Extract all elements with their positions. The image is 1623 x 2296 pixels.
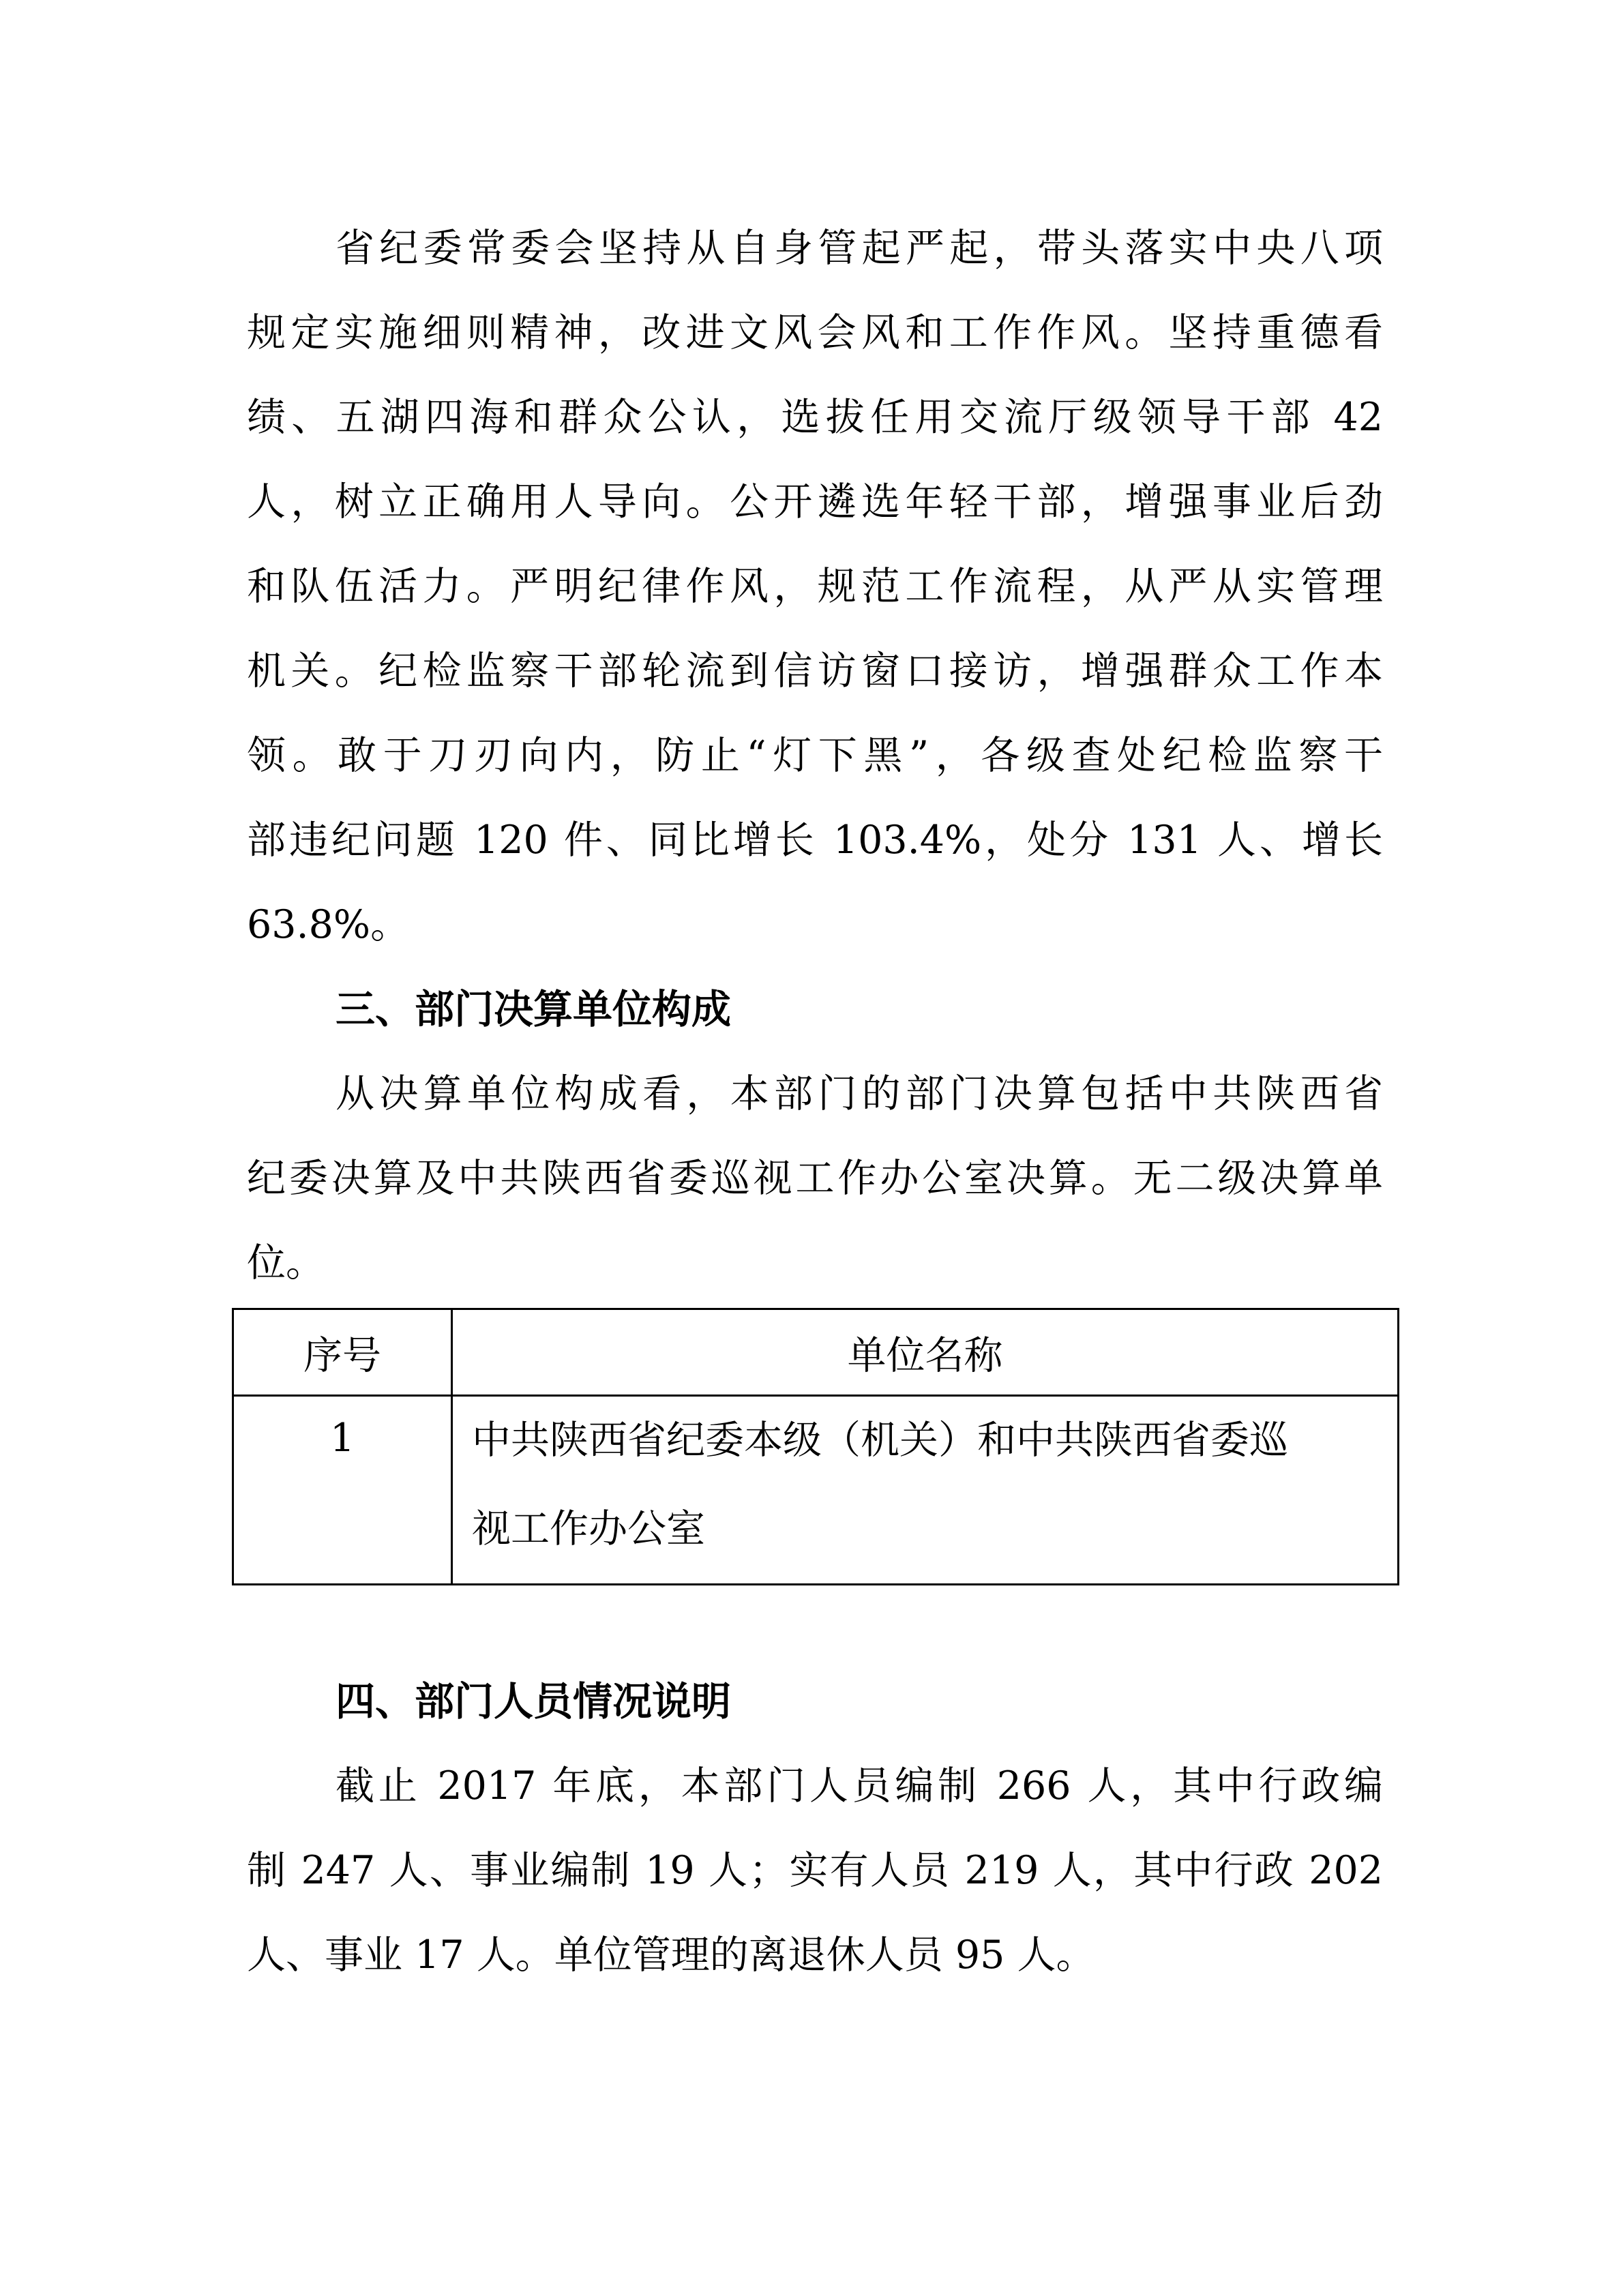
section-heading-personnel: 四、部门人员情况说明 <box>336 1678 732 1725</box>
header-seq: 序号 <box>233 1309 452 1396</box>
paragraph-line: 省纪委常委会坚持从自身管起严起，带头落实中央八项 <box>336 226 1383 271</box>
table-row <box>233 1396 1399 1585</box>
paragraph-line: 人、事业 17 人。单位管理的离退休人员 95 人。 <box>247 1933 1095 1978</box>
paragraph-line: 截止 2017 年底，本部门人员编制 266 人，其中行政编 <box>336 1763 1383 1808</box>
paragraph-line: 制 247 人、事业编制 19 人；实有人员 219 人，其中行政 202 <box>247 1848 1383 1893</box>
paragraph-line: 位。 <box>247 1240 325 1285</box>
paragraph-line: 纪委决算及中共陕西省委巡视工作办公室决算。无二级决算单 <box>247 1156 1383 1201</box>
paragraph-line: 规定实施细则精神，改进文风会风和工作作风。坚持重德看 <box>247 310 1383 355</box>
paragraph-line: 绩、五湖四海和群众公认，选拔任用交流厅级领导干部 42 <box>247 395 1383 440</box>
unit-name-line: 视工作办公室 <box>472 1506 705 1551</box>
cell-seq: 1 <box>233 1396 452 1585</box>
paragraph-line: 从决算单位构成看，本部门的部门决算包括中共陕西省 <box>336 1071 1383 1116</box>
paragraph-line: 部违纪问题 120 件、同比增长 103.4%，处分 131 人、增长 <box>247 818 1383 863</box>
cell-unit-name <box>452 1396 1399 1585</box>
paragraph-line: 机关。纪检监察干部轮流到信访窗口接访，增强群众工作本 <box>247 648 1383 694</box>
paragraph-line: 63.8%。 <box>247 902 410 947</box>
table-header-row <box>233 1309 1399 1396</box>
paragraph-line: 和队伍活力。严明纪律作风，规范工作流程，从严从实管理 <box>247 564 1383 609</box>
section-heading-units: 三、部门决算单位构成 <box>336 986 732 1032</box>
units-table <box>232 1308 1399 1585</box>
unit-name-line: 中共陕西省纪委本级（机关）和中共陕西省委巡 <box>472 1418 1288 1463</box>
paragraph-line: 领。敢于刀刃向内，防止“灯下黑”，各级查处纪检监察干 <box>247 733 1383 778</box>
header-unit-name: 单位名称 <box>452 1309 1399 1396</box>
paragraph-line: 人，树立正确用人导向。公开遴选年轻干部，增强事业后劲 <box>247 479 1383 524</box>
